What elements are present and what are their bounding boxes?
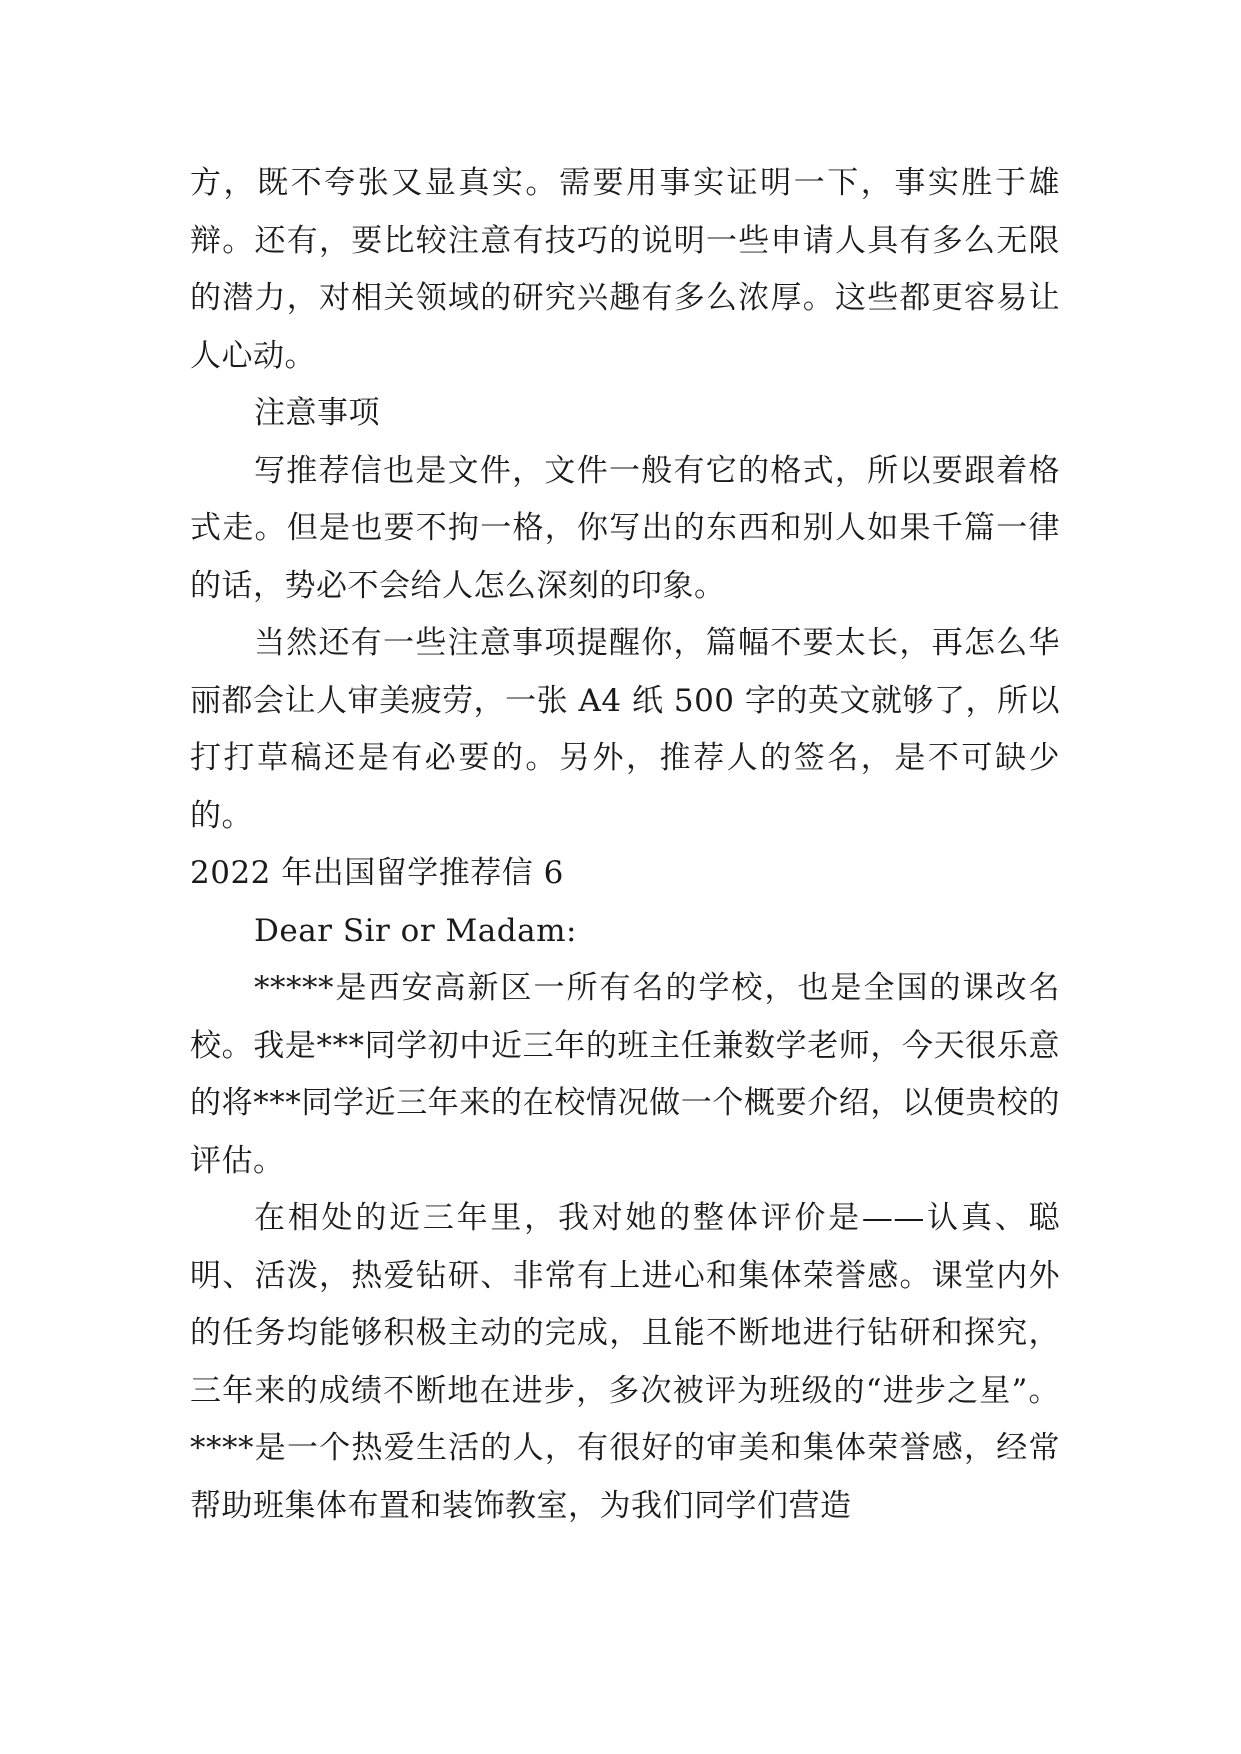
letter-paragraph-evaluation: 在相处的近三年里，我对她的整体评价是——认真、聪明、活泼，热爱钻研、非常有上进心和集体荣誉感。课堂内外的任务均能够积极主动的完成，且能不断地进行钻研和探究，三年来的成绩不断地在进步，多次被评为班级的“进步之星”。 ****是一个热爱生活的人，有很好的审美和集体荣誉感，经常帮助班集体布置和装饰教室，为我们同学们营造 xyxy=(190,1200,1060,1524)
paragraph-format: 写推荐信也是文件，文件一般有它的格式，所以要跟着格式走。但是也要不拘一格，你写出的东西和别人如果千篇一律的话，势必不会给人怎么深刻的印象。 xyxy=(190,452,1060,604)
letter-paragraph-intro: *****是西安高新区一所有名的学校，也是全国的课改名校。我是***同学初中近三年的班主任兼数学老师，今天很乐意的将***同学近三年来的在校情况做一个概要介绍，以便贵校的评估。 xyxy=(190,970,1060,1179)
section-heading-notes: 注意事项 xyxy=(254,395,380,431)
paragraph-continuation: 方，既不夸张又显真实。需要用事实证明一下，事实胜于雄辩。还有，要比较注意有技巧的说明一些申请人具有多么无限的潜力，对相关领域的研究兴趣有多么浓厚。这些都更容易让人心动。 xyxy=(190,165,1060,374)
letter-salutation: Dear Sir or Madam: xyxy=(254,912,577,949)
letter-title: 2022 年出国留学推荐信 6 xyxy=(190,855,564,891)
paragraph-length-tips: 当然还有一些注意事项提醒你，篇幅不要太长，再怎么华丽都会让人审美疲劳，一张 A4 纸 500 字的英文就够了，所以打打草稿还是有必要的。另外，推荐人的签名，是不可缺少的。 xyxy=(190,625,1060,834)
document-body xyxy=(190,155,1060,1535)
